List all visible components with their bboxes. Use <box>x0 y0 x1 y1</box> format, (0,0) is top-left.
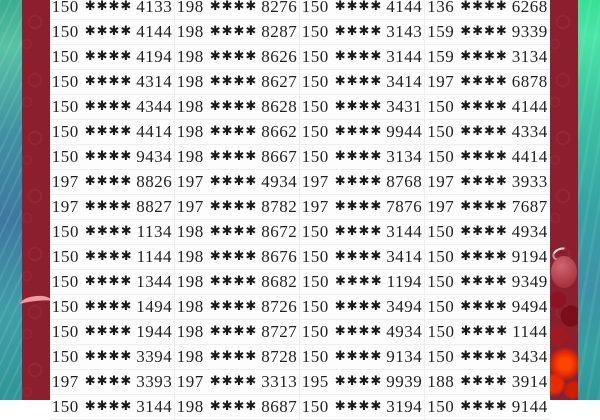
phone-number-cell <box>175 245 300 269</box>
phone-prefix: 150 <box>427 272 455 291</box>
masked-digits: ✱✱✱✱ <box>84 298 133 314</box>
masked-digits: ✱✱✱✱ <box>460 248 508 264</box>
phone-prefix: 150 <box>301 0 329 16</box>
phone-suffix: 3414 <box>386 72 423 91</box>
phone-number-cell <box>425 70 550 94</box>
phone-number-cell <box>300 245 425 269</box>
phone-suffix: 1144 <box>136 247 172 266</box>
phone-suffix: 4414 <box>511 147 548 166</box>
phone-suffix: 4934 <box>386 322 423 341</box>
masked-digits: ✱✱✱✱ <box>460 223 508 239</box>
masked-digits: ✱✱✱✱ <box>84 348 133 364</box>
masked-digits: ✱✱✱✱ <box>84 73 133 89</box>
phone-prefix: 188 <box>427 372 455 391</box>
phone-number-cell <box>425 20 550 44</box>
phone-suffix: 4414 <box>136 122 173 141</box>
masked-digits: ✱✱✱✱ <box>460 273 508 289</box>
phone-prefix: 150 <box>301 397 329 416</box>
phone-number-cell <box>50 145 175 169</box>
masked-digits: ✱✱✱✱ <box>335 273 383 289</box>
table-row <box>50 270 550 295</box>
table-row <box>50 320 550 345</box>
ornament-ball-decoration <box>551 256 577 288</box>
masked-digits: ✱✱✱✱ <box>84 373 133 389</box>
masked-digits: ✱✱✱✱ <box>460 98 508 114</box>
phone-number-cell <box>175 170 300 194</box>
phone-prefix: 197 <box>51 172 79 191</box>
phone-suffix: 8662 <box>261 122 298 141</box>
phone-number-cell <box>300 370 425 394</box>
phone-suffix: 9939 <box>386 372 423 391</box>
phone-number-cell <box>50 20 175 44</box>
masked-digits: ✱✱✱✱ <box>460 298 508 314</box>
phone-number-cell <box>50 0 175 19</box>
phone-number-cell <box>425 345 550 369</box>
phone-suffix: 8782 <box>261 197 298 216</box>
phone-suffix: 3143 <box>386 22 423 41</box>
phone-suffix: 8768 <box>386 172 423 191</box>
phone-prefix: 198 <box>176 272 204 291</box>
phone-suffix: 8682 <box>261 272 298 291</box>
phone-prefix: 198 <box>176 47 204 66</box>
phone-number-cell <box>175 270 300 294</box>
phone-number-cell <box>50 95 175 119</box>
masked-digits: ✱✱✱✱ <box>209 273 258 289</box>
phone-suffix: 3144 <box>386 47 423 66</box>
phone-prefix: 198 <box>176 72 204 91</box>
red-flower-decoration <box>550 344 578 400</box>
phone-prefix: 198 <box>176 22 204 41</box>
phone-suffix: 3394 <box>136 347 173 366</box>
phone-prefix: 197 <box>301 197 329 216</box>
phone-suffix: 3144 <box>386 222 423 241</box>
phone-prefix: 150 <box>427 97 455 116</box>
phone-number-cell <box>300 345 425 369</box>
masked-digits: ✱✱✱✱ <box>334 173 383 189</box>
phone-suffix: 3144 <box>136 397 173 416</box>
phone-prefix: 150 <box>51 72 79 91</box>
masked-digits: ✱✱✱✱ <box>460 73 508 89</box>
phone-prefix: 136 <box>427 0 455 16</box>
phone-number-cell <box>175 370 300 394</box>
masked-digits: ✱✱✱✱ <box>84 323 133 339</box>
phone-number-cell <box>50 270 175 294</box>
phone-suffix: 8287 <box>261 22 298 41</box>
phone-prefix: 197 <box>427 72 455 91</box>
phone-prefix: 198 <box>176 222 204 241</box>
masked-digits: ✱✱✱✱ <box>85 223 133 239</box>
phone-number-cell <box>175 295 300 319</box>
masked-digits: ✱✱✱✱ <box>460 323 509 339</box>
phone-prefix: 197 <box>176 172 204 191</box>
masked-digits: ✱✱✱✱ <box>460 23 508 39</box>
masked-digits: ✱✱✱✱ <box>334 248 383 264</box>
phone-prefix: 150 <box>51 272 79 291</box>
phone-prefix: 150 <box>52 247 80 266</box>
phone-number-cell <box>50 170 175 194</box>
masked-digits: ✱✱✱✱ <box>460 398 508 414</box>
phone-prefix: 198 <box>176 0 204 16</box>
table-row <box>50 45 550 70</box>
background-right-teal <box>578 0 600 400</box>
phone-number-cell <box>175 45 300 69</box>
masked-digits: ✱✱✱✱ <box>209 348 258 364</box>
phone-prefix: 150 <box>301 222 329 241</box>
table-row <box>50 345 550 370</box>
masked-digits: ✱✱✱✱ <box>334 148 383 164</box>
masked-digits: ✱✱✱✱ <box>460 173 508 189</box>
phone-suffix: 8676 <box>261 247 298 266</box>
masked-digits: ✱✱✱✱ <box>209 48 258 64</box>
masked-digits: ✱✱✱✱ <box>84 48 133 64</box>
phone-suffix: 9494 <box>511 297 548 316</box>
phone-suffix: 3434 <box>511 347 548 366</box>
masked-digits: ✱✱✱✱ <box>209 23 258 39</box>
masked-digits: ✱✱✱✱ <box>84 98 133 114</box>
phone-prefix: 150 <box>427 397 455 416</box>
masked-digits: ✱✱✱✱ <box>209 173 258 189</box>
phone-suffix: 8628 <box>261 97 298 116</box>
phone-suffix: 8726 <box>261 297 298 316</box>
phone-suffix: 9944 <box>386 122 423 141</box>
phone-prefix: 150 <box>427 222 455 241</box>
phone-prefix: 198 <box>176 247 204 266</box>
masked-digits: ✱✱✱✱ <box>460 123 508 139</box>
phone-number-cell <box>300 170 425 194</box>
phone-prefix: 150 <box>427 347 455 366</box>
phone-number-cell <box>50 395 175 419</box>
masked-digits: ✱✱✱✱ <box>209 373 258 389</box>
phone-prefix: 198 <box>176 97 204 116</box>
phone-suffix: 6878 <box>511 72 548 91</box>
phone-suffix: 6268 <box>511 0 548 16</box>
phone-number-cell <box>425 395 550 419</box>
phone-prefix: 150 <box>301 122 329 141</box>
phone-suffix: 8728 <box>261 347 298 366</box>
phone-number-cell <box>300 195 425 219</box>
phone-suffix: 1944 <box>136 322 173 341</box>
phone-prefix: 150 <box>427 122 455 141</box>
phone-prefix: 150 <box>301 22 329 41</box>
table-row-clipped <box>50 395 550 420</box>
phone-prefix: 150 <box>301 347 329 366</box>
phone-suffix: 1494 <box>136 297 173 316</box>
phone-suffix: 3393 <box>136 372 173 391</box>
phone-prefix: 197 <box>176 372 204 391</box>
phone-suffix: 3933 <box>511 172 548 191</box>
phone-prefix: 150 <box>427 322 455 341</box>
phone-prefix: 150 <box>51 347 79 366</box>
phone-number-cell <box>300 220 425 244</box>
phone-number-cell <box>425 195 550 219</box>
table-row <box>50 145 550 170</box>
masked-digits: ✱✱✱✱ <box>460 48 508 64</box>
phone-number-cell <box>300 395 425 419</box>
masked-digits: ✱✱✱✱ <box>209 298 258 314</box>
phone-number-cell <box>425 0 550 19</box>
table-row <box>50 245 550 270</box>
phone-prefix: 150 <box>51 147 79 166</box>
masked-digits: ✱✱✱✱ <box>209 148 258 164</box>
phone-number-cell <box>425 320 550 344</box>
phone-suffix: 3494 <box>386 297 423 316</box>
phone-number-cell <box>300 70 425 94</box>
phone-number-cell <box>50 320 175 344</box>
phone-number-cell <box>425 270 550 294</box>
masked-digits: ✱✱✱✱ <box>209 223 258 239</box>
phone-number-cell <box>300 120 425 144</box>
phone-prefix: 198 <box>176 297 204 316</box>
phone-prefix: 198 <box>176 147 204 166</box>
phone-number-cell <box>425 220 550 244</box>
masked-digits: ✱✱✱✱ <box>334 48 383 64</box>
phone-suffix: 4934 <box>261 172 298 191</box>
table-rows-container <box>50 0 550 420</box>
masked-digits: ✱✱✱✱ <box>209 398 258 414</box>
phone-suffix: 4144 <box>386 0 423 16</box>
phone-number-cell <box>50 370 175 394</box>
phone-suffix: 3313 <box>261 372 298 391</box>
masked-digits: ✱✱✱✱ <box>84 123 133 139</box>
phone-prefix: 150 <box>301 47 329 66</box>
phone-number-cell <box>425 295 550 319</box>
masked-digits: ✱✱✱✱ <box>334 123 383 139</box>
table-row <box>50 170 550 195</box>
phone-number-cell <box>50 220 175 244</box>
phone-prefix: 150 <box>51 297 79 316</box>
phone-number-cell <box>50 345 175 369</box>
phone-prefix: 150 <box>51 0 79 16</box>
right-red-band <box>550 0 578 400</box>
masked-digits: ✱✱✱✱ <box>460 148 508 164</box>
phone-number-cell <box>50 195 175 219</box>
phone-number-cell <box>425 95 550 119</box>
masked-digits: ✱✱✱✱ <box>334 198 383 214</box>
phone-prefix: 197 <box>51 372 79 391</box>
phone-prefix: 150 <box>51 397 79 416</box>
phone-number-cell <box>425 45 550 69</box>
phone-suffix: 8626 <box>261 47 298 66</box>
pink-swirl-decoration <box>19 294 52 311</box>
phone-number-cell <box>300 295 425 319</box>
phone-suffix: 8727 <box>261 322 298 341</box>
table-row <box>50 295 550 320</box>
masked-digits: ✱✱✱✱ <box>460 0 508 14</box>
phone-prefix: 150 <box>301 97 329 116</box>
phone-number-cell <box>50 70 175 94</box>
phone-number-cell <box>300 95 425 119</box>
phone-number-cell <box>425 370 550 394</box>
phone-number-cell <box>300 145 425 169</box>
masked-digits: ✱✱✱✱ <box>460 198 508 214</box>
masked-digits: ✱✱✱✱ <box>209 323 258 339</box>
phone-suffix: 8672 <box>261 222 298 241</box>
phone-number-cell <box>300 270 425 294</box>
table-row <box>50 195 550 220</box>
phone-prefix: 150 <box>51 322 79 341</box>
table-row <box>50 70 550 95</box>
phone-prefix: 150 <box>301 72 329 91</box>
phone-prefix: 198 <box>176 347 204 366</box>
masked-digits: ✱✱✱✱ <box>209 123 258 139</box>
masked-digits: ✱✱✱✱ <box>334 373 383 389</box>
masked-digits: ✱✱✱✱ <box>84 148 133 164</box>
dark-flower-decoration <box>550 288 578 350</box>
masked-digits: ✱✱✱✱ <box>460 373 508 389</box>
masked-digits: ✱✱✱✱ <box>334 98 383 114</box>
masked-digits: ✱✱✱✱ <box>84 398 133 414</box>
phone-suffix: 8627 <box>261 72 298 91</box>
phone-prefix: 150 <box>427 247 455 266</box>
phone-prefix: 150 <box>52 222 80 241</box>
table-row <box>50 20 550 45</box>
phone-prefix: 150 <box>301 322 329 341</box>
phone-suffix: 4314 <box>136 72 173 91</box>
phone-number-cell <box>50 120 175 144</box>
phone-suffix: 8667 <box>261 147 298 166</box>
phone-number-cell <box>175 20 300 44</box>
phone-suffix: 3414 <box>386 247 423 266</box>
phone-suffix: 3431 <box>386 97 423 116</box>
masked-digits: ✱✱✱✱ <box>334 348 383 364</box>
masked-digits: ✱✱✱✱ <box>334 323 383 339</box>
phone-prefix: 150 <box>51 47 79 66</box>
phone-number-cell <box>175 320 300 344</box>
masked-digits: ✱✱✱✱ <box>334 223 383 239</box>
masked-digits: ✱✱✱✱ <box>209 98 258 114</box>
phone-suffix: 7876 <box>386 197 423 216</box>
phone-suffix: 9434 <box>136 147 173 166</box>
masked-digits: ✱✱✱✱ <box>84 173 133 189</box>
table-row <box>50 370 550 395</box>
masked-digits: ✱✱✱✱ <box>334 298 383 314</box>
phone-suffix: 8827 <box>136 197 173 216</box>
phone-number-cell <box>175 70 300 94</box>
phone-prefix: 159 <box>427 47 455 66</box>
masked-digits: ✱✱✱✱ <box>334 398 383 414</box>
phone-prefix: 198 <box>176 322 204 341</box>
table-row <box>50 95 550 120</box>
phone-prefix: 150 <box>51 122 79 141</box>
phone-number-cell <box>425 245 550 269</box>
background-left-teal <box>0 0 22 400</box>
phone-number-cell <box>175 345 300 369</box>
phone-suffix: 9349 <box>511 272 548 291</box>
phone-suffix: 1134 <box>136 222 172 241</box>
phone-suffix: 9339 <box>511 22 548 41</box>
phone-suffix: 3134 <box>386 147 423 166</box>
phone-suffix: 3914 <box>511 372 548 391</box>
phone-suffix: 9144 <box>511 397 548 416</box>
table-row <box>50 120 550 145</box>
masked-digits: ✱✱✱✱ <box>209 198 258 214</box>
phone-prefix: 195 <box>301 372 329 391</box>
masked-digits: ✱✱✱✱ <box>460 348 508 364</box>
table-row <box>50 0 550 20</box>
masked-digits: ✱✱✱✱ <box>209 248 258 264</box>
masked-digits: ✱✱✱✱ <box>334 23 383 39</box>
phone-suffix: 9194 <box>511 247 548 266</box>
phone-suffix: 4144 <box>136 22 173 41</box>
phone-number-cell <box>175 120 300 144</box>
phone-prefix: 150 <box>302 272 330 291</box>
phone-prefix: 150 <box>301 247 329 266</box>
phone-suffix: 4934 <box>511 222 548 241</box>
phone-suffix: 8687 <box>261 397 298 416</box>
phone-suffix: 8276 <box>261 0 298 16</box>
phone-number-cell <box>175 395 300 419</box>
phone-number-cell <box>50 295 175 319</box>
masked-digits: ✱✱✱✱ <box>209 0 258 14</box>
masked-digits: ✱✱✱✱ <box>334 0 383 14</box>
phone-prefix: 198 <box>176 122 204 141</box>
phone-number-cell <box>425 120 550 144</box>
phone-suffix: 8826 <box>136 172 173 191</box>
phone-suffix: 4133 <box>136 0 173 16</box>
phone-number-cell <box>300 320 425 344</box>
phone-number-cell <box>300 0 425 19</box>
phone-suffix: 1144 <box>512 322 548 341</box>
phone-prefix: 197 <box>176 197 204 216</box>
phone-prefix: 197 <box>301 172 329 191</box>
phone-number-cell <box>425 145 550 169</box>
phone-number-cell <box>175 95 300 119</box>
phone-number-cell <box>50 245 175 269</box>
phone-suffix: 4344 <box>136 97 173 116</box>
phone-prefix: 150 <box>427 147 455 166</box>
phone-number-table <box>50 0 550 416</box>
masked-digits: ✱✱✱✱ <box>209 73 258 89</box>
phone-prefix: 198 <box>176 397 204 416</box>
phone-prefix: 197 <box>427 172 455 191</box>
phone-number-cell <box>425 170 550 194</box>
masked-digits: ✱✱✱✱ <box>84 23 133 39</box>
phone-suffix: 1344 <box>136 272 173 291</box>
phone-number-cell <box>175 220 300 244</box>
phone-suffix: 9134 <box>386 347 423 366</box>
masked-digits: ✱✱✱✱ <box>84 273 133 289</box>
phone-suffix: 7687 <box>511 197 548 216</box>
phone-prefix: 197 <box>427 197 455 216</box>
masked-digits: ✱✱✱✱ <box>84 198 133 214</box>
phone-suffix: 3194 <box>386 397 423 416</box>
masked-digits: ✱✱✱✱ <box>85 248 133 264</box>
phone-suffix: 4334 <box>511 122 548 141</box>
phone-number-cell <box>175 195 300 219</box>
phone-prefix: 159 <box>427 22 455 41</box>
phone-suffix: 3134 <box>511 47 548 66</box>
phone-suffix: 4194 <box>136 47 173 66</box>
phone-prefix: 150 <box>301 147 329 166</box>
phone-prefix: 150 <box>427 297 455 316</box>
phone-number-cell <box>175 0 300 19</box>
masked-digits: ✱✱✱✱ <box>334 73 383 89</box>
left-red-band <box>22 0 50 400</box>
phone-number-cell <box>175 145 300 169</box>
phone-number-cell <box>50 45 175 69</box>
masked-digits: ✱✱✱✱ <box>84 0 133 14</box>
phone-prefix: 150 <box>301 297 329 316</box>
phone-number-cell <box>300 20 425 44</box>
phone-prefix: 150 <box>51 97 79 116</box>
table-row <box>50 220 550 245</box>
phone-prefix: 197 <box>51 197 79 216</box>
phone-number-cell <box>300 45 425 69</box>
phone-prefix: 150 <box>51 22 79 41</box>
phone-suffix: 1194 <box>386 272 422 291</box>
phone-suffix: 4144 <box>511 97 548 116</box>
